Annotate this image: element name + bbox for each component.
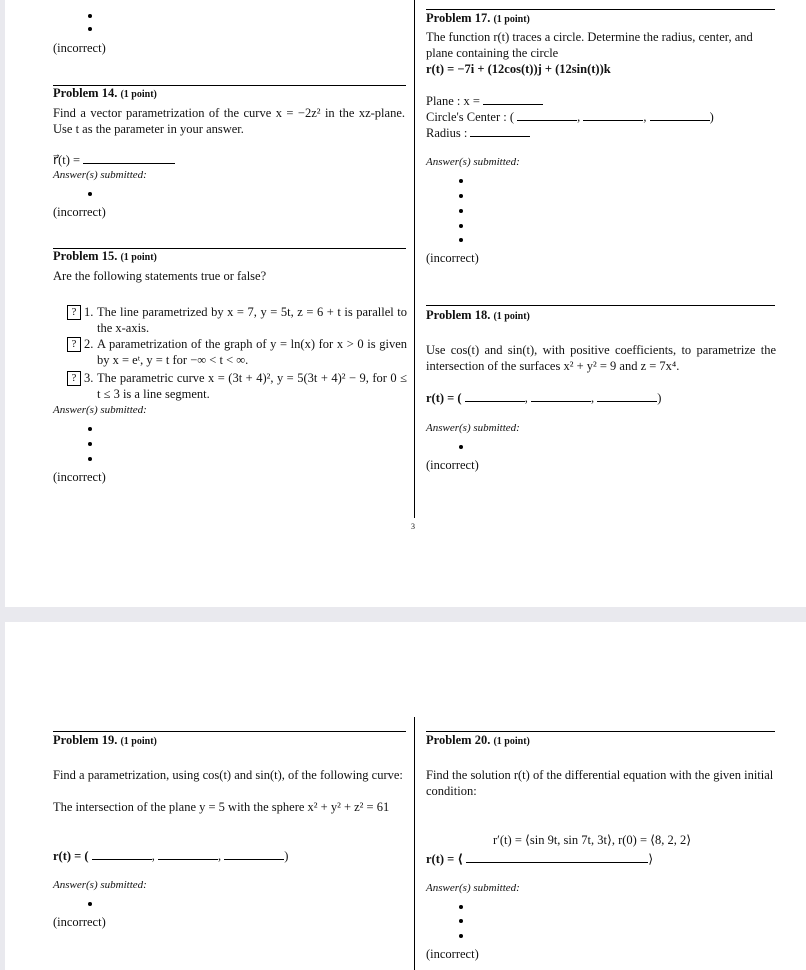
answer-bullet [459,445,463,449]
p15-item-3-text: The parametric curve x = (3t + 4)², y = 5(3t + 4)² − 9, for 0 ≤ t ≤ 3 is a line segment. [97,371,407,401]
p17-center-label: Circle's Center : ( [426,110,514,124]
p17-status: (incorrect) [426,251,479,265]
p14-answers-submitted: Answer(s) submitted: [53,169,147,181]
p15-item-2-dropdown[interactable]: ? [67,337,81,352]
p19-answers-submitted: Answer(s) submitted: [53,879,147,891]
p19-title: Problem 19. (1 point) [53,733,157,747]
p14-title: Problem 14. (1 point) [53,86,157,100]
p18-status: (incorrect) [426,458,479,472]
answer-bullet [88,427,92,431]
p17-plane-label: Plane : x = [426,94,480,108]
problem-divider [426,731,775,732]
p14-answer-input[interactable] [83,152,175,164]
p19-answer-row: r(t) = ( , , ) [53,849,289,863]
p19-x-input[interactable] [92,848,152,860]
problem-divider [53,731,406,732]
p13-status: (incorrect) [53,41,106,55]
answer-bullet [459,238,463,242]
answer-bullet [88,457,92,461]
p17-answers-submitted: Answer(s) submitted: [426,156,520,168]
p15-item-3-number: 3. [84,371,94,385]
p18-y-input[interactable] [531,390,591,402]
p17-title: Problem 17. (1 point) [426,11,530,25]
answer-bullet [88,27,92,31]
p20-equation: r′(t) = ⟨sin 9t, sin 7t, 3t⟩, r(0) = ⟨8, 2, 2⟩ [493,833,692,847]
p17-plane-row [426,93,543,109]
answer-bullet [88,442,92,446]
p19-answer-label: r(t) = ( [53,849,89,863]
p20-answer-label: r(t) = ⟨ [426,852,464,866]
p15-item-2-text: A parametrization of the graph of y = ln(x) for x > 0 is given by x = eᵗ, y = t for −∞ < t < ∞. [97,337,407,367]
p20-x-input[interactable] [466,851,526,863]
p15-item-3-dropdown[interactable]: ? [67,371,81,386]
p15-item-1-dropdown[interactable]: ? [67,305,81,320]
p17-radius-row [426,125,530,141]
p19-y-input[interactable] [158,848,218,860]
worksheet-page-2 [5,622,806,970]
p17-text: The function r(t) traces a circle. Determine the radius, center, and plane containing the circle [426,30,753,60]
p15-item-3 [67,369,407,401]
p19-text1: Find a parametrization, using cos(t) and sin(t), of the following curve: [53,768,403,782]
p14-answer-label: r⃗(t) = [53,153,81,167]
answer-bullet [88,14,92,18]
answer-bullet [459,919,463,923]
p19-status: (incorrect) [53,915,106,929]
p17-radius-label: Radius : [426,126,468,140]
p18-text: Use cos(t) and sin(t), with positive coefficients, to parametrize the intersection of the surfaces x² + y² = 9 and z = 7x⁴. [426,343,776,373]
p15-item-2-number: 2. [84,337,94,351]
p17-center-y-input[interactable] [583,109,643,121]
worksheet-page-1 [5,0,806,607]
p18-answers-submitted: Answer(s) submitted: [426,422,520,434]
p15-status: (incorrect) [53,470,106,484]
p17-center-x-input[interactable] [517,109,577,121]
p18-x-input[interactable] [465,390,525,402]
problem-divider [426,305,775,306]
p20-status: (incorrect) [426,947,479,961]
p14-answer-row [53,152,175,168]
p17-radius-input[interactable] [470,125,530,137]
p17-formula: r(t) = −7i + (12cos(t))j + (12sin(t))k [426,62,611,76]
p20-answers-submitted: Answer(s) submitted: [426,882,520,894]
p19-text2: The intersection of the plane y = 5 with the sphere x² + y² + z² = 61 [53,800,390,814]
p18-answer-row: r(t) = ( , , ) [426,391,662,405]
p18-z-input[interactable] [597,390,657,402]
p15-item-1 [67,303,407,335]
answer-bullet [459,194,463,198]
p18-title: Problem 18. (1 point) [426,308,530,322]
p20-z-input[interactable] [586,851,648,863]
p20-answer-row: r(t) = ⟨ ⟩ [426,852,654,866]
p15-answers-submitted: Answer(s) submitted: [53,404,147,416]
p19-z-input[interactable] [224,848,284,860]
answer-bullet [459,934,463,938]
p20-y-input[interactable] [526,851,586,863]
answer-bullet [88,192,92,196]
page-number: 3 [411,522,415,531]
p14-text: Find a vector parametrization of the curve x = −2z² in the xz-plane. Use t as the parameter in your answer. [53,106,405,136]
p20-title: Problem 20. (1 point) [426,733,530,747]
p17-plane-input[interactable] [483,93,543,105]
problem-divider [426,9,775,10]
answer-bullet [88,902,92,906]
p15-item-1-number: 1. [84,305,94,319]
answer-bullet [459,905,463,909]
p15-item-2 [67,335,407,367]
p15-title: Problem 15. (1 point) [53,249,157,263]
answer-bullet [459,209,463,213]
p15-text: Are the following statements true or false? [53,269,267,283]
answer-bullet [459,179,463,183]
column-divider [414,0,415,518]
p17-center-row: Circle's Center : ( , , ) [426,110,714,124]
p15-item-1-text: The line parametrized by x = 7, y = 5t, z = 6 + t is parallel to the x-axis. [97,305,407,335]
p17-center-z-input[interactable] [650,109,710,121]
p14-status: (incorrect) [53,205,106,219]
answer-bullet [459,224,463,228]
p20-text: Find the solution r(t) of the differential equation with the given initial condition: [426,768,774,798]
p18-answer-label: r(t) = ( [426,391,462,405]
column-divider [414,717,415,970]
